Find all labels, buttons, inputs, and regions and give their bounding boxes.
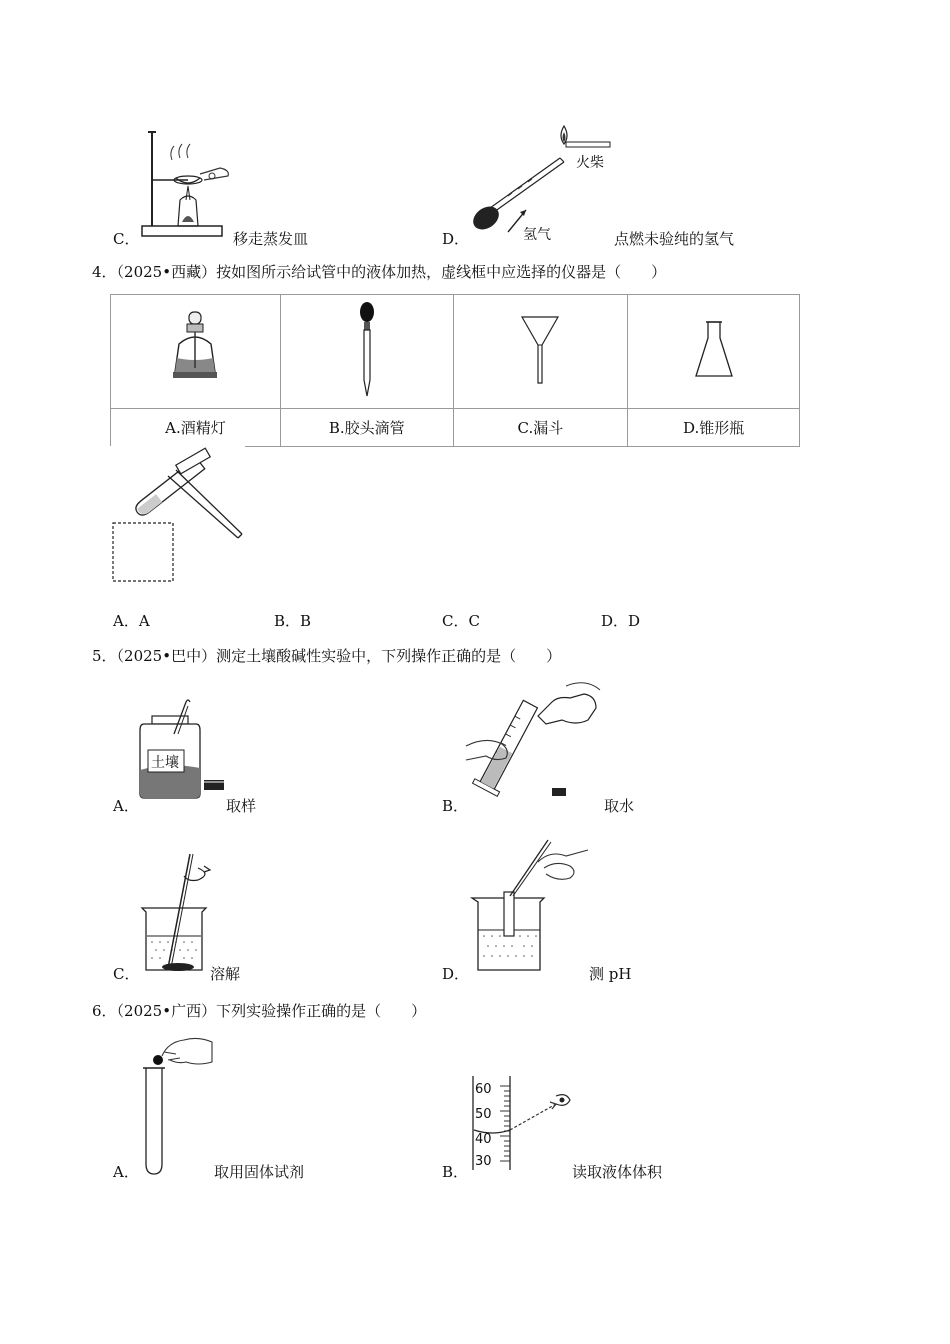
q4-table-image-cell-b [280, 295, 453, 409]
q4-table-image-cell-d [628, 295, 800, 409]
q3-option-d-label-match: 火柴 [576, 155, 604, 171]
q5-option-a-figure-soil-jar [138, 694, 228, 800]
dropper-icon [352, 300, 382, 400]
q6-option-b-scale-40: 40 [475, 1132, 492, 1147]
q3-option-d-letter: D． [442, 230, 470, 248]
q5-option-a-letter: A． [113, 797, 139, 815]
q5-option-a-jar-label: 土壤 [151, 755, 179, 771]
q6-option-b-scale-60: 60 [475, 1082, 492, 1097]
q4-table-image-cell-c [453, 295, 628, 409]
q3-option-c-letter: C． [113, 230, 140, 248]
q5-option-d-figure-ph-test [466, 836, 592, 976]
q4-table-label-d: D.锥形瓶 [628, 409, 800, 447]
q3-option-d-caption: 点燃未验纯的氢气 [614, 230, 735, 248]
q3-option-c-caption: 移走蒸发皿 [233, 230, 309, 248]
q5-option-c-caption: 溶解 [210, 965, 241, 983]
conical-flask-icon [694, 320, 734, 380]
q4-figure-test-tube-heating [110, 446, 245, 586]
q4-table-image-cell-a [111, 295, 281, 409]
q6-option-b-caption: 读取液体体积 [572, 1163, 663, 1181]
q5-option-b-caption: 取水 [604, 797, 635, 815]
q5-option-b-figure-cylinder-pouring [466, 680, 606, 800]
q5-stem: 5．（2025•巴中）测定土壤酸碱性实验中，下列操作正确的是（ ） [92, 647, 562, 665]
q4-table-label-c: C.漏斗 [453, 409, 628, 447]
q3-option-c-figure-evaporating-dish-stand [140, 130, 232, 242]
q4-choice-a[interactable]: A．A [113, 612, 150, 630]
q5-option-c-figure-beaker-stirring [138, 850, 214, 976]
q4-choice-c[interactable]: C．C [442, 612, 480, 630]
q4-choice-b[interactable]: B．B [274, 612, 312, 630]
q4-options-table [110, 294, 800, 447]
q6-option-b-scale-30: 30 [475, 1154, 492, 1169]
q4-stem: 4．（2025•西藏）按如图所示给试管中的液体加热，虚线框中应选择的仪器是（ ） [92, 263, 667, 281]
alcohol-lamp-icon [165, 310, 225, 390]
q6-option-a-caption: 取用固体试剂 [214, 1163, 305, 1181]
q6-option-a-figure-test-tube-solid [138, 1032, 218, 1178]
q6-stem: 6．（2025•广西）下列实验操作正确的是（ ） [92, 1002, 427, 1020]
q4-table-label-b: B.胶头滴管 [280, 409, 453, 447]
q5-option-b-letter: B． [442, 797, 469, 815]
q5-option-a-caption: 取样 [226, 797, 257, 815]
q5-option-d-caption: 测 pH [589, 965, 632, 983]
q3-option-d-label-gas: 氢气 [523, 227, 551, 243]
q4-table-label-a: A.酒精灯 [111, 409, 281, 447]
q4-choice-d[interactable]: D．D [601, 612, 641, 630]
q6-option-b-letter: B． [442, 1163, 469, 1181]
q5-option-c-letter: C． [113, 965, 140, 983]
q6-option-b-scale-50: 50 [475, 1107, 492, 1122]
q5-option-d-letter: D． [442, 965, 470, 983]
funnel-icon [520, 315, 560, 385]
q6-option-a-letter: A． [113, 1163, 139, 1181]
